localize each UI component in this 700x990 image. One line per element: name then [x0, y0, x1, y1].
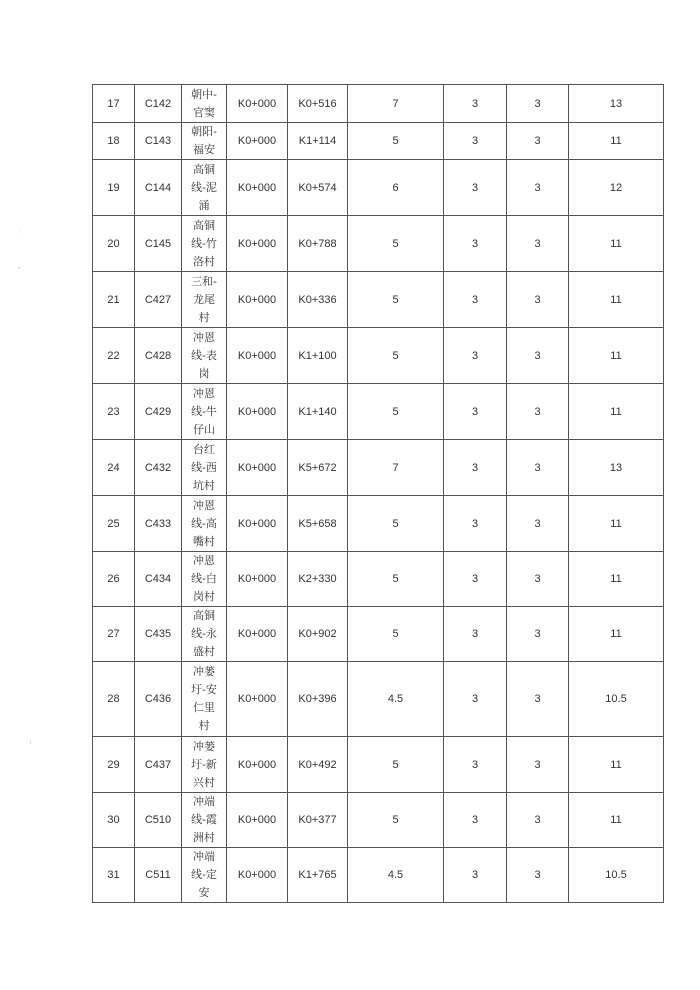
width-a-cell: 5: [348, 272, 444, 328]
total-cell: 12: [569, 160, 664, 216]
end-stake-cell: K0+377: [288, 793, 348, 848]
route-name-line: 线-永: [191, 627, 217, 640]
width-a-cell: 4.5: [348, 662, 444, 737]
route-code-cell: C436: [135, 662, 182, 737]
width-b-cell: 3: [444, 85, 507, 123]
route-name-cell: [182, 793, 227, 848]
table-row: [93, 85, 664, 123]
row-index-cell: 21: [93, 272, 135, 328]
table-body: [93, 85, 664, 903]
width-b-cell: 3: [444, 552, 507, 607]
total-cell: 11: [569, 737, 664, 793]
table-row: [93, 272, 664, 328]
route-name-cell: [182, 328, 227, 384]
row-index-cell: 18: [93, 123, 135, 160]
route-name-line: 村: [198, 310, 210, 324]
row-index-cell: 17: [93, 85, 135, 123]
route-name-line: 冲端: [193, 795, 215, 808]
end-stake-cell: K1+765: [288, 848, 348, 903]
route-name-line: 线-白: [191, 572, 217, 585]
width-c-cell: 3: [507, 216, 569, 272]
start-stake-cell: K0+000: [227, 123, 288, 160]
end-stake-cell: K2+330: [288, 552, 348, 607]
route-name-line: 盛村: [193, 645, 215, 658]
width-a-cell: 7: [348, 440, 444, 496]
end-stake-cell: K1+140: [288, 384, 348, 440]
route-name-line: 线-定: [191, 868, 217, 881]
end-stake-cell: K1+114: [288, 123, 348, 160]
route-name-line: 洲村: [193, 831, 215, 844]
width-b-cell: 3: [444, 123, 507, 160]
end-stake-cell: K0+492: [288, 737, 348, 793]
route-name-line: 线-霞: [191, 813, 217, 826]
width-c-cell: 3: [507, 384, 569, 440]
route-name-line: 线-泥: [191, 180, 217, 194]
table-row: [93, 552, 664, 607]
route-name-line: 冲恩: [193, 554, 215, 567]
total-cell: 11: [569, 328, 664, 384]
start-stake-cell: K0+000: [227, 384, 288, 440]
start-stake-cell: K0+000: [227, 848, 288, 903]
route-name-line: 仔山: [193, 422, 215, 436]
row-index-cell: 30: [93, 793, 135, 848]
width-b-cell: 3: [444, 216, 507, 272]
route-name-line: 朝阳-: [191, 125, 217, 138]
road-data-table: [92, 84, 664, 903]
width-a-cell: 5: [348, 793, 444, 848]
width-c-cell: 3: [507, 85, 569, 123]
start-stake-cell: K0+000: [227, 440, 288, 496]
table-row: [93, 216, 664, 272]
width-a-cell: 5: [348, 123, 444, 160]
table-row: [93, 737, 664, 793]
width-b-cell: 3: [444, 272, 507, 328]
width-b-cell: 3: [444, 160, 507, 216]
route-name-line: 线-牛: [191, 404, 217, 418]
total-cell: 10.5: [569, 848, 664, 903]
row-index-cell: 28: [93, 662, 135, 737]
start-stake-cell: K0+000: [227, 607, 288, 662]
total-cell: 11: [569, 496, 664, 552]
route-name-line: 台红: [193, 442, 215, 456]
width-b-cell: 3: [444, 662, 507, 737]
width-c-cell: 3: [507, 662, 569, 737]
width-b-cell: 3: [444, 737, 507, 793]
route-name-cell: [182, 848, 227, 903]
route-name-line: 岗: [198, 366, 210, 380]
route-name-line: 涌: [198, 198, 210, 212]
route-name-cell: [182, 607, 227, 662]
total-cell: 11: [569, 384, 664, 440]
total-cell: 10.5: [569, 662, 664, 737]
route-code-cell: C428: [135, 328, 182, 384]
route-code-cell: C145: [135, 216, 182, 272]
width-a-cell: 6: [348, 160, 444, 216]
route-name-line: 圩-新: [191, 757, 217, 771]
width-c-cell: 3: [507, 552, 569, 607]
route-name-line: 圩-安: [191, 683, 217, 696]
start-stake-cell: K0+000: [227, 160, 288, 216]
route-name-line: 冲恩: [193, 330, 215, 344]
end-stake-cell: K0+516: [288, 85, 348, 123]
width-c-cell: 3: [507, 440, 569, 496]
width-b-cell: 3: [444, 496, 507, 552]
width-b-cell: 3: [444, 607, 507, 662]
row-index-cell: 29: [93, 737, 135, 793]
total-cell: 11: [569, 793, 664, 848]
route-name-line: 坑村: [193, 478, 215, 492]
end-stake-cell: K0+336: [288, 272, 348, 328]
width-b-cell: 3: [444, 440, 507, 496]
row-index-cell: 19: [93, 160, 135, 216]
row-index-cell: 23: [93, 384, 135, 440]
end-stake-cell: K0+396: [288, 662, 348, 737]
width-c-cell: 3: [507, 123, 569, 160]
width-a-cell: 5: [348, 737, 444, 793]
width-a-cell: 5: [348, 496, 444, 552]
width-a-cell: 4.5: [348, 848, 444, 903]
width-c-cell: 3: [507, 272, 569, 328]
width-c-cell: 3: [507, 328, 569, 384]
start-stake-cell: K0+000: [227, 662, 288, 737]
scan-mark: ˛: [19, 227, 21, 233]
row-index-cell: 22: [93, 328, 135, 384]
route-name-cell: [182, 85, 227, 123]
table-row: [93, 793, 664, 848]
route-code-cell: C510: [135, 793, 182, 848]
start-stake-cell: K0+000: [227, 552, 288, 607]
width-b-cell: 3: [444, 328, 507, 384]
table-row: [93, 848, 664, 903]
start-stake-cell: K0+000: [227, 793, 288, 848]
row-index-cell: 24: [93, 440, 135, 496]
width-c-cell: 3: [507, 160, 569, 216]
end-stake-cell: K1+100: [288, 328, 348, 384]
table-row: [93, 662, 664, 737]
route-name-line: 冲蒌: [193, 739, 215, 753]
route-name-line: 冲端: [193, 850, 215, 863]
table-row: [93, 440, 664, 496]
total-cell: 13: [569, 85, 664, 123]
route-code-cell: C429: [135, 384, 182, 440]
route-name-cell: [182, 384, 227, 440]
route-name-cell: [182, 552, 227, 607]
route-name-line: 村: [198, 719, 210, 732]
table-row: [93, 328, 664, 384]
width-b-cell: 3: [444, 848, 507, 903]
width-a-cell: 7: [348, 85, 444, 123]
row-index-cell: 31: [93, 848, 135, 903]
width-a-cell: 5: [348, 607, 444, 662]
route-name-line: 洛村: [193, 254, 215, 268]
route-name-line: 仁里: [193, 701, 215, 714]
table-row: [93, 496, 664, 552]
width-a-cell: 5: [348, 328, 444, 384]
route-name-line: 冲蒌: [193, 665, 215, 678]
width-c-cell: 3: [507, 793, 569, 848]
route-name-cell: [182, 123, 227, 160]
route-name-line: 高铜: [193, 218, 215, 232]
total-cell: 13: [569, 440, 664, 496]
route-name-cell: [182, 160, 227, 216]
row-index-cell: 25: [93, 496, 135, 552]
table-row: [93, 123, 664, 160]
route-code-cell: C511: [135, 848, 182, 903]
route-code-cell: C144: [135, 160, 182, 216]
route-code-cell: C427: [135, 272, 182, 328]
end-stake-cell: K0+902: [288, 607, 348, 662]
route-name-cell: [182, 662, 227, 737]
route-name-line: 高铜: [193, 609, 215, 622]
start-stake-cell: K0+000: [227, 272, 288, 328]
row-index-cell: 20: [93, 216, 135, 272]
route-code-cell: C434: [135, 552, 182, 607]
end-stake-cell: K0+788: [288, 216, 348, 272]
table-row: [93, 384, 664, 440]
start-stake-cell: K0+000: [227, 328, 288, 384]
width-a-cell: 5: [348, 216, 444, 272]
route-name-cell: [182, 737, 227, 793]
route-name-line: 冲恩: [193, 386, 215, 400]
route-name-line: 线-高: [191, 516, 217, 530]
end-stake-cell: K5+658: [288, 496, 348, 552]
route-name-cell: [182, 440, 227, 496]
width-b-cell: 3: [444, 793, 507, 848]
row-index-cell: 26: [93, 552, 135, 607]
start-stake-cell: K0+000: [227, 85, 288, 123]
total-cell: 11: [569, 123, 664, 160]
route-name-line: 兴村: [193, 775, 215, 789]
route-code-cell: C435: [135, 607, 182, 662]
row-index-cell: 27: [93, 607, 135, 662]
scan-mark: ı: [30, 740, 32, 746]
table-row: [93, 607, 664, 662]
route-name-line: 龙尾: [193, 292, 215, 306]
start-stake-cell: K0+000: [227, 496, 288, 552]
width-b-cell: 3: [444, 384, 507, 440]
route-code-cell: C433: [135, 496, 182, 552]
total-cell: 11: [569, 607, 664, 662]
route-code-cell: C437: [135, 737, 182, 793]
route-name-line: 安: [198, 886, 210, 899]
route-name-line: 线-表: [191, 348, 217, 362]
width-c-cell: 3: [507, 737, 569, 793]
total-cell: 11: [569, 552, 664, 607]
table-row: [93, 160, 664, 216]
end-stake-cell: K0+574: [288, 160, 348, 216]
route-name-line: 三和-: [191, 274, 217, 288]
total-cell: 11: [569, 216, 664, 272]
total-cell: 11: [569, 272, 664, 328]
scan-mark: •: [18, 266, 21, 272]
route-name-line: 朝中-: [191, 87, 217, 101]
route-name-line: 岗村: [193, 590, 215, 603]
route-code-cell: C143: [135, 123, 182, 160]
width-c-cell: 3: [507, 607, 569, 662]
route-name-cell: [182, 216, 227, 272]
width-c-cell: 3: [507, 848, 569, 903]
route-name-line: 线-西: [191, 460, 217, 474]
width-a-cell: 5: [348, 552, 444, 607]
route-name-cell: [182, 272, 227, 328]
route-name-line: 嘴村: [193, 534, 215, 548]
route-name-line: 福安: [193, 143, 215, 156]
route-name-line: 高铜: [193, 162, 215, 176]
route-name-cell: [182, 496, 227, 552]
start-stake-cell: K0+000: [227, 737, 288, 793]
route-code-cell: C142: [135, 85, 182, 123]
route-name-line: 冲恩: [193, 498, 215, 512]
start-stake-cell: K0+000: [227, 216, 288, 272]
end-stake-cell: K5+672: [288, 440, 348, 496]
route-name-line: 线-竹: [191, 236, 217, 250]
width-c-cell: 3: [507, 496, 569, 552]
route-name-line: 官窦: [193, 105, 215, 119]
width-a-cell: 5: [348, 384, 444, 440]
route-code-cell: C432: [135, 440, 182, 496]
